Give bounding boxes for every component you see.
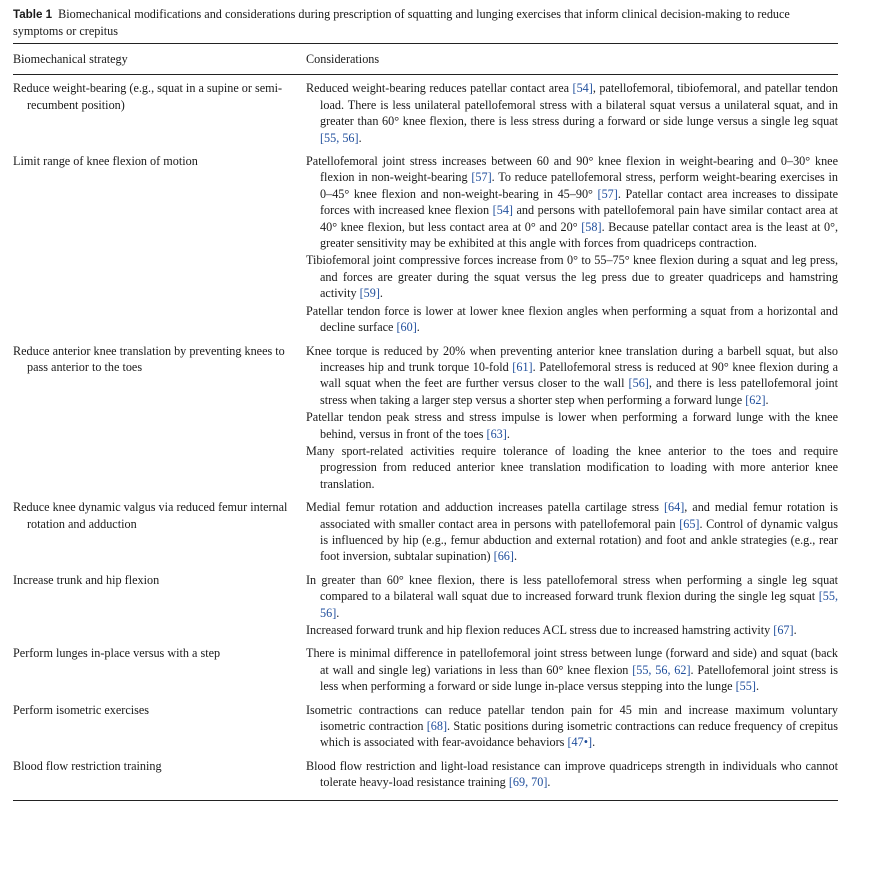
consideration-paragraph: In greater than 60° knee flexion, there is less patellofemoral stress when performing a single leg squat compared to a bilateral wall squat due to increased forward trunk flexion during the single leg squat [55, 56]. — [306, 572, 838, 620]
caption-text: Biomechanical modifications and considerations during prescription of squatting and lunging exercises that inform clinical decision-making to reduce symptoms or crepitus — [13, 7, 790, 38]
consideration-paragraph: Knee torque is reduced by 20% when preventing anterior knee translation during a barbell squat, but also increases hip and trunk torque 10-fold [61]. Patellofemoral stress is reduced at 90° knee flexion during a wall squat when the feet are further versus closer to the wall [56], and there is less patellofemoral joint stress when taking a larger step versus a shorter step when performing a forward lunge [62]. — [306, 343, 838, 407]
citation-link[interactable]: [55, 56] — [320, 130, 359, 145]
header-considerations: Considerations — [306, 52, 380, 66]
strategy-cell — [13, 153, 306, 342]
citation-link[interactable]: [55, 56] — [320, 589, 838, 620]
citation-link[interactable]: [61] — [512, 359, 533, 374]
citation-link[interactable]: [63] — [486, 426, 507, 441]
considerations-cell — [306, 75, 838, 153]
strategy-cell — [13, 75, 306, 153]
citation-link[interactable]: [60] — [396, 320, 417, 335]
citation-link[interactable]: [67] — [773, 623, 794, 637]
table-body — [13, 74, 838, 799]
strategy-cell — [13, 572, 306, 646]
citation-link[interactable]: [65] — [679, 516, 700, 531]
strategy-text: Perform isometric exercises — [13, 702, 150, 717]
data-table — [13, 44, 838, 800]
consideration-paragraph: Increased forward trunk and hip flexion reduces ACL stress due to increased hamstring activity [67]. — [306, 623, 797, 637]
consideration-paragraph: Reduced weight-bearing reduces patellar contact area [54], patellofemoral, tibiofemoral, and patellar tendon load. There is less unilateral patellofemoral stress with a bilateral squat versus a unilateral squat, and in greater than 60° knee flexion, there is less stress during a forward or side lunge versus a single leg squat [55, 56]. — [306, 81, 838, 145]
consideration-paragraph: Blood flow restriction and light-load resistance can improve quadriceps strength in individuals who cannot tolerate heavy-load resistance training [69, 70]. — [306, 758, 838, 790]
citation-link[interactable]: [64] — [663, 500, 685, 515]
table-label: Table 1 — [13, 8, 53, 21]
table-row — [13, 153, 838, 342]
considerations-cell — [306, 343, 838, 500]
strategy-text: Reduce anterior knee translation by preventing knees to pass anterior to the toes — [13, 343, 285, 374]
citation-link[interactable]: [69, 70] — [508, 775, 548, 790]
consideration-paragraph: Patellar tendon force is lower at lower knee flexion angles when performing a squat from a horizontal and decline surface [60]. — [306, 303, 838, 335]
citation-link[interactable]: [47•] — [567, 735, 593, 750]
strategy-cell — [13, 702, 306, 758]
citation-link[interactable]: [62] — [745, 392, 766, 407]
strategy-text: Perform lunges in-place versus with a step — [13, 646, 221, 661]
table-row — [13, 572, 838, 646]
citation-link[interactable]: [55, 56, 62] — [632, 662, 691, 677]
considerations-cell — [306, 702, 838, 758]
considerations-cell — [306, 645, 838, 701]
table-row — [13, 75, 838, 153]
bottom-rule — [13, 800, 838, 801]
citation-link[interactable]: [68] — [426, 719, 448, 734]
considerations-cell — [306, 758, 838, 800]
table-row — [13, 758, 838, 800]
consideration-paragraph: Tibiofemoral joint compressive forces increase from 0° to 55–75° knee flexion during a squat and leg press, and forces are greater during the squat versus the leg press due to greater quadriceps and hamstring activity [59]. — [306, 253, 838, 301]
table-caption — [13, 6, 838, 39]
citation-link[interactable]: [57] — [471, 170, 492, 185]
strategy-text: Reduce weight-bearing (e.g., squat in a supine or semi-recumbent position) — [13, 81, 283, 112]
consideration-paragraph: Patellar tendon peak stress and stress impulse is lower when performing a forward lunge with the knee behind, versus in front of the toes [63]. — [306, 410, 838, 441]
consideration-paragraph: Isometric contractions can reduce patellar tendon pain for 45 min and increase maximum voluntary isometric contraction [68]. Static positions during isometric contractions can reduce frequency of crepitus which is associated with fear-avoidance behaviors [47•]. — [306, 702, 838, 750]
consideration-paragraph: Many sport-related activities require tolerance of loading the knee anterior to the toes and require progression from reduced anterior knee translation modification to loading with more anterior knee translation. — [306, 443, 838, 491]
table-container — [13, 6, 838, 801]
citation-link[interactable]: [55] — [735, 679, 756, 694]
consideration-paragraph: Medial femur rotation and adduction increases patella cartilage stress [64], and medial femur rotation is associated with smaller contact area in persons with patellofemoral pain [65]. Control of dynamic valgus is influenced by hip (e.g., femur abduction and external rotation) and foot and ankle strategies (e.g., rear foot inversion, subtalar supination) [66]. — [306, 500, 839, 564]
strategy-text: Limit range of knee flexion of motion — [13, 154, 198, 169]
strategy-text: Increase trunk and hip flexion — [13, 572, 160, 587]
citation-link[interactable]: [54] — [572, 81, 593, 96]
consideration-paragraph: There is minimal difference in patellofemoral joint stress between lunge (forward and side) and squat (back at wall and single leg) variations in less than 60° knee flexion [55, 56, 62]. Patellofemoral joint stress is less when performing a forward or side lunge in-place versus stepping into the lunge [55]. — [306, 646, 838, 694]
table-row — [13, 645, 838, 701]
table-row — [13, 499, 838, 572]
strategy-cell — [13, 645, 306, 701]
citation-link[interactable]: [56] — [628, 376, 649, 391]
header-row — [13, 44, 838, 74]
considerations-cell — [306, 153, 838, 342]
strategy-text: Reduce knee dynamic valgus via reduced femur internal rotation and adduction — [13, 500, 288, 531]
citation-link[interactable]: [57] — [597, 186, 618, 201]
strategy-cell — [13, 343, 306, 500]
strategy-cell — [13, 758, 306, 800]
considerations-cell — [306, 572, 838, 646]
citation-link[interactable]: [66] — [493, 549, 514, 564]
consideration-paragraph: Patellofemoral joint stress increases between 60 and 90° knee flexion in weight-bearing and 0–30° knee flexion in non-weight-bearing [57]. To reduce patellofemoral stress, perform weight-bearing exercises in 0–45° knee flexion and non-weight-bearing in 45–90° [57]. Patellar contact area increases to dissipate forces with increased knee flexion [54] and persons with patellofemoral pain have similar contact area at 40° knee flexion, but less contact area at 0° and 20° [58]. Because patellar contact area is the least at 0°, greater sensitivity may be exhibited at this angle with forces from quadriceps contraction. — [306, 154, 839, 251]
header-strategy: Biomechanical strategy — [13, 52, 128, 66]
considerations-cell — [306, 499, 838, 572]
strategy-cell — [13, 499, 306, 572]
table-row — [13, 702, 838, 758]
citation-link[interactable]: [59] — [359, 286, 380, 301]
citation-link[interactable]: [58] — [581, 219, 602, 234]
table-row — [13, 343, 838, 500]
citation-link[interactable]: [54] — [492, 203, 513, 218]
strategy-text: Blood flow restriction training — [13, 758, 162, 773]
